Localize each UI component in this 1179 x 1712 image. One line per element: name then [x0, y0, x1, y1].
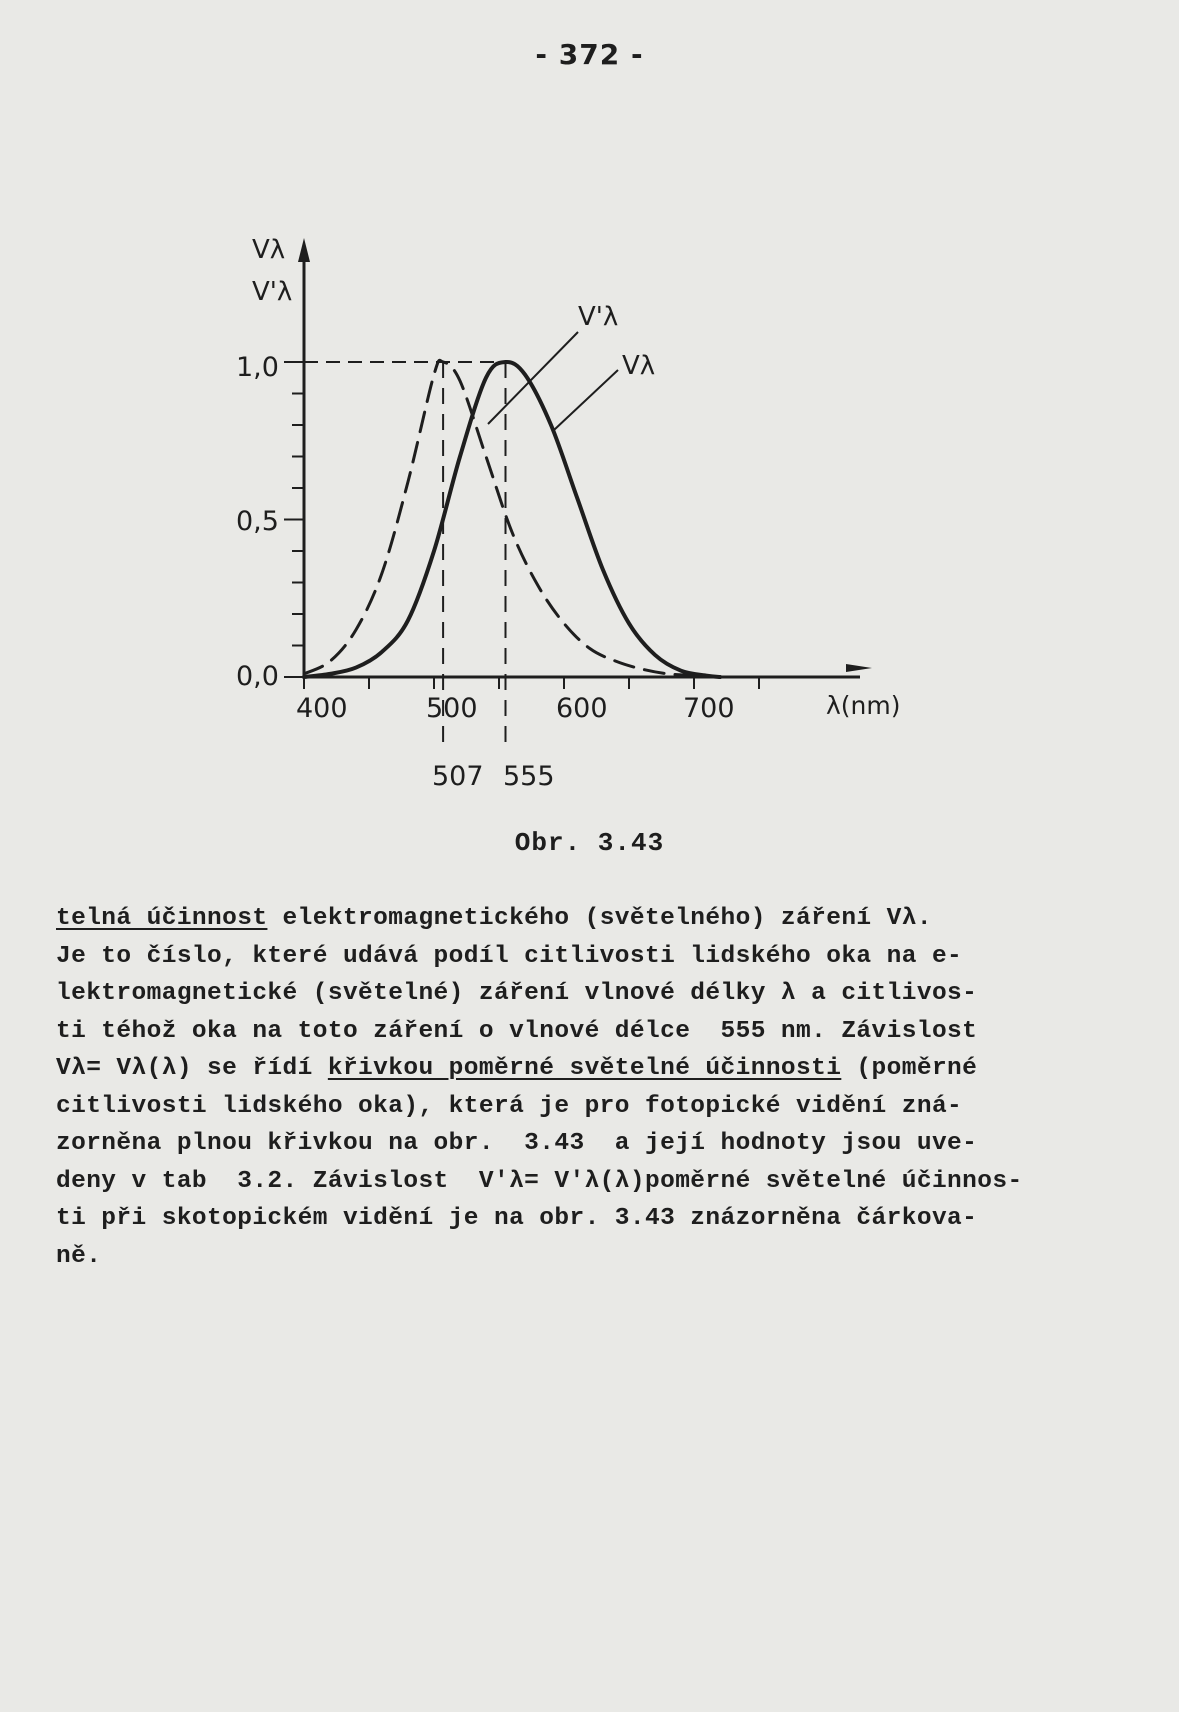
text-line: lektromagnetické (světelné) záření vlnové délky λ a citlivos-: [56, 980, 978, 1007]
x-axis-arrow: [846, 664, 872, 672]
y-label-v-lambda: Vλ: [252, 235, 286, 265]
x-tick-label: 700: [683, 693, 735, 724]
y-label-v-lambda-prime: V'λ: [252, 277, 293, 307]
y-axis-arrow: [298, 238, 310, 262]
marker-label-507: 507: [432, 761, 484, 792]
symbol-v-lambda: Vλ: [886, 905, 917, 932]
leader-v-lambda-prime: [488, 332, 578, 424]
underlined-term: křivkou poměrné světelné účinnosti: [327, 1055, 842, 1082]
text-line: zorněna plnou křivkou na obr. 3.43 a její hodnoty jsou uve-: [56, 1130, 978, 1157]
x-tick-label: 400: [296, 693, 348, 724]
page-number: - 372 -: [535, 38, 644, 71]
underlined-term: telná účinnost: [56, 905, 268, 932]
scotopic-curve-dashed: [304, 360, 720, 677]
body-text: [56, 900, 1116, 1275]
x-tick-label: 500: [426, 693, 478, 724]
text-span: .: [916, 905, 932, 932]
text-line: [56, 900, 1116, 938]
curve-label-v-lambda-prime: V'λ: [578, 302, 619, 332]
x-tick-label: 600: [556, 693, 608, 724]
text-span: (poměrné: [841, 1055, 978, 1082]
text-line: citlivosti lidského oka), která je pro fotopické vidění zná-: [56, 1092, 963, 1120]
text-span: Vλ= Vλ(λ) se řídí: [56, 1055, 328, 1082]
photopic-curve-solid: [304, 362, 720, 677]
y-tick-label: 0,0: [236, 661, 279, 692]
spectral-efficiency-chart: [0, 0, 1179, 800]
figure-caption: Obr. 3.43: [514, 828, 665, 858]
text-line: ti téhož oka na toto záření o vlnové délce 555 nm. Závislost: [56, 1017, 978, 1045]
x-axis-unit: λ(nm): [826, 691, 901, 720]
y-tick-label: 1,0: [236, 352, 279, 383]
curve-label-v-lambda: Vλ: [622, 351, 656, 381]
marker-label-555: 555: [503, 761, 555, 792]
text-line: deny v tab 3.2. Závislost V'λ= V'λ(λ)poměrné světelné účinnos-: [56, 1167, 1023, 1195]
text-line: Je to číslo, které udává podíl citlivosti lidského oka na e-: [56, 942, 963, 970]
text-line: ně.: [56, 1242, 102, 1270]
text-line: [56, 1050, 1116, 1088]
text-line: ti při skotopickém vidění je na obr. 3.43 znázorněna čárkova-: [56, 1205, 978, 1232]
leader-v-lambda: [554, 370, 618, 430]
text-span: elektromagnetického (světelného) záření: [267, 905, 887, 932]
y-tick-label: 0,5: [236, 506, 279, 537]
